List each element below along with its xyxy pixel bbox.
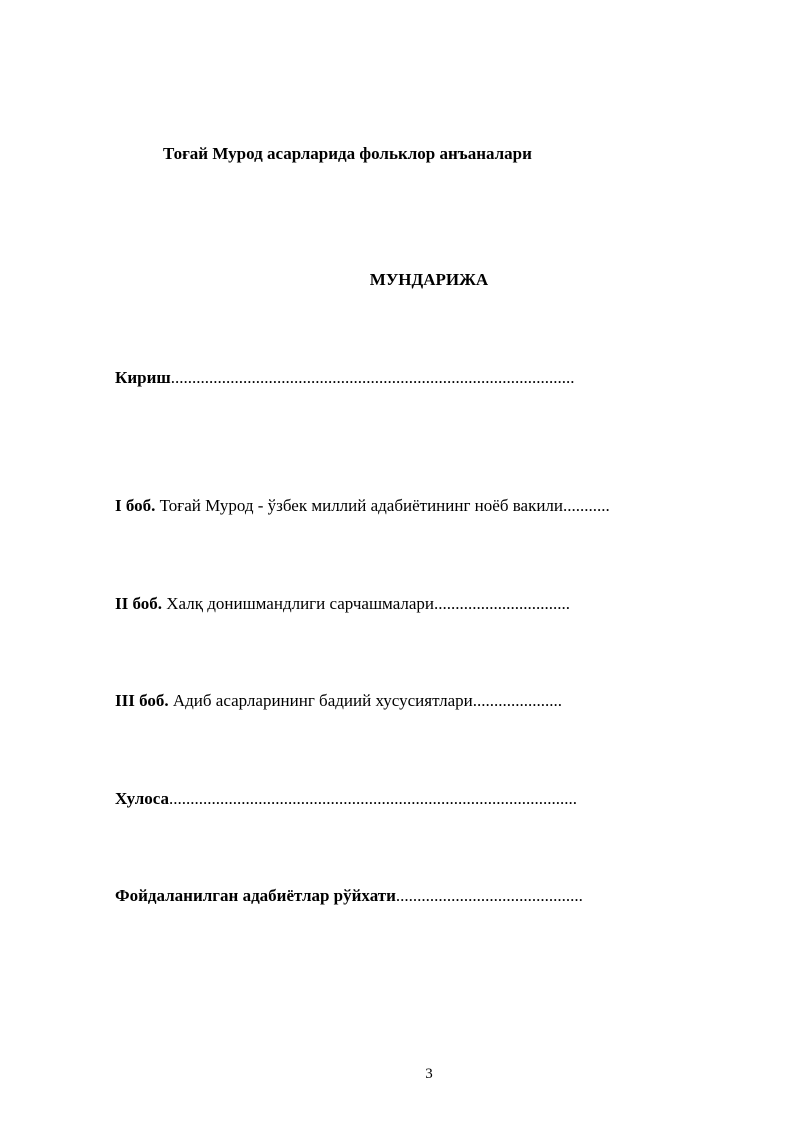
- toc-entry-bibliography: [115, 886, 583, 906]
- toc-entry-leader: .....................: [472, 691, 562, 710]
- toc-entry-text: Адиб асарларининг бадиий хусусиятлари: [168, 691, 473, 710]
- toc-entry-conclusion: [115, 789, 577, 809]
- toc-entry-leader: ................................: [434, 594, 571, 613]
- toc-entry-leader: ...........: [563, 496, 610, 515]
- toc-entry-introduction: [115, 368, 574, 388]
- toc-entry-text: Тоғай Мурод - ўзбек миллий адабиётининг ноёб вакили: [155, 496, 564, 515]
- document-title: Тоғай Мурод асарларида фольклор анъаналари: [163, 144, 532, 163]
- toc-entry-label: II боб.: [115, 594, 163, 613]
- toc-entry-chapter-1: [115, 496, 610, 516]
- toc-entry-leader: ................................................................................................: [169, 789, 577, 808]
- toc-entry-text: Халқ донишмандлиги сарчашмалари: [162, 594, 435, 613]
- toc-entry-chapter-2: [115, 594, 570, 614]
- toc-entry-leader: ............................................: [395, 886, 583, 905]
- toc-entry-label: Хулоса: [115, 789, 169, 808]
- toc-entry-label: I боб.: [115, 496, 156, 515]
- toc-entry-leader: ...............................................................................................: [170, 368, 575, 387]
- toc-entry-label: Фойдаланилган адабиётлар рўйхати: [115, 886, 396, 905]
- toc-heading: МУНДАРИЖА: [369, 270, 489, 289]
- toc-entry-label: III боб.: [115, 691, 169, 710]
- page-number: 3: [425, 1066, 433, 1082]
- toc-entry-label: Кириш: [115, 368, 171, 387]
- toc-entry-chapter-3: [115, 691, 562, 711]
